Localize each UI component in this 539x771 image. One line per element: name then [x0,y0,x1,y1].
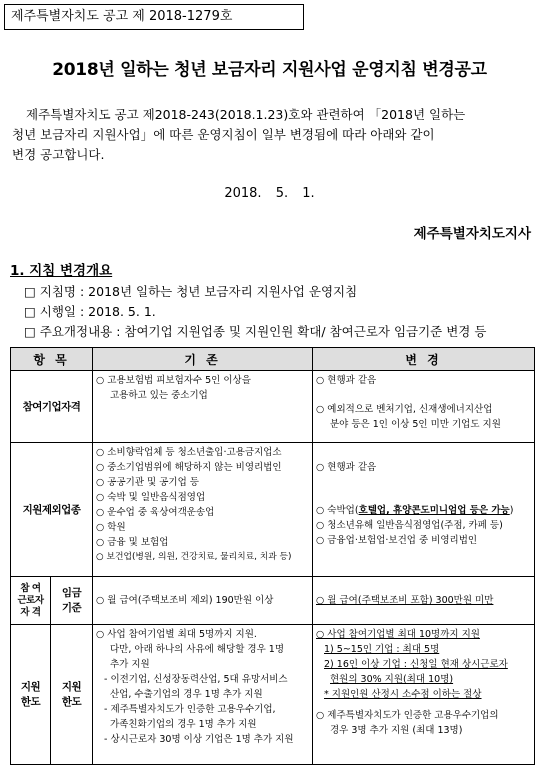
cell-line: 산업, 수출기업의 경우 1명 추가 지원 [110,689,263,700]
cell-line: ○ 사업 참여기업별 최대 5명까지 지원. [96,629,257,640]
summary-item: □ 지침명 : 2018년 일하는 청년 보금자리 지원사업 운영지침 [24,284,358,299]
before-cell [93,625,313,765]
before-cell [93,371,313,443]
after-cell [313,625,535,765]
notice-date: 2018. 5. 1. [224,186,315,201]
cell-line: 분야 등은 1인 이상 5인 미만 기업도 지원 [330,419,501,430]
cell-line: ○ 금융 및 보험업 [96,537,169,548]
row-label: 참여기업자격 [11,371,93,443]
cell-line: 2) 16인 이상 기업 : 신청일 현재 상시근로자 [324,659,508,670]
row-label-group: 지원 한도 [11,625,51,765]
cell-line: ○ 고용보험법 피보험자수 5인 이상을 [96,375,251,386]
section-title: 1. 지침 변경개요 [10,263,113,279]
cell-line: - 상시근로자 30명 이상 기업은 1명 추가 지원 [104,734,294,745]
cell-line: 고용하고 있는 중소기업 [110,390,208,401]
row-label: 임금 기준 [51,577,93,625]
cell-line: ○ 공공기관 및 공기업 등 [96,477,199,488]
cell-line: * 지원인원 산정시 소수점 이하는 절상 [324,689,482,700]
cell-line: ○ 월 급여(주택보조비 포함) 300만원 미만 [316,595,494,606]
cell-line: 추가 지원 [110,659,150,670]
cell-line: ○ 학원 [96,522,126,533]
cell-line: ○ 사업 참여기업별 최대 10명까지 지원 [316,629,480,640]
table-row [11,443,535,577]
highlight-text: 호텔업, 휴양콘도미니엄업 등은 가능 [358,505,510,516]
row-label: 지원 한도 [51,625,93,765]
before-cell [93,443,313,577]
header-before: 기 존 [93,348,313,371]
cell-line: - 제주특별자치도가 인증한 고용우수기업, [104,704,276,715]
summary-item: □ 시행일 : 2018. 5. 1. [24,304,156,319]
cell-line: ○ 소비향락업체 등 청소년출입·고용금지업소 [96,447,282,458]
cell-text: ○ 숙박업( [316,505,359,516]
cell-line: 경우 3명 추가 지원 (최대 13명) [330,725,463,736]
intro-line-1: 제주특별자치도 공고 제2018-243(2018.1.23)호와 관련하여 「2018년 일하는 [26,107,466,122]
cell-line: ○ 제주특별자치도가 인증한 고용우수기업의 [316,710,499,721]
page-title: 2018년 일하는 청년 보금자리 지원사업 운영지침 변경공고 [52,60,487,80]
cell-line: ○ 중소기업범위에 해당하지 않는 비영리법인 [96,462,282,473]
change-table [10,347,535,765]
table-row [11,577,535,625]
cell-line: ○ 현행과 같음 [316,462,377,473]
cell-line: ○ 예외적으로 벤처기업, 신재생에너지산업 [316,404,493,415]
after-cell [313,443,535,577]
cell-text: ) [509,505,514,516]
cell-line: 가족친화기업의 경우 1명 추가 지원 [110,719,257,730]
after-cell [313,371,535,443]
cell-line: ○ 보건업(병원, 의원, 건강치료, 물리치료, 치과 등) [96,552,292,562]
cell-line: ○ 금융업·보험업·보건업 중 비영리법인 [316,535,478,546]
cell-line: ○ 운수업 중 육상여객운송업 [96,507,215,518]
table-row [11,625,535,765]
row-label-group: 참 여 근로자 자 격 [11,577,51,625]
after-cell [313,577,535,625]
cell-line: ○ 청소년유해 일반음식점영업(주점, 카페 등) [316,520,503,531]
intro-line-2: 청년 보금자리 지원사업」에 따른 운영지침이 일부 변경됨에 따라 아래와 같이 [12,127,435,142]
row-label: 지원제외업종 [11,443,93,577]
summary-item: □ 주요개정내용 : 참여기업 지원업종 및 지원인원 확대/ 참여근로자 임금기준 변경 등 [24,324,487,339]
cell-line: 1) 5~15인 기업 : 최대 5명 [324,644,440,655]
table-header-row [11,348,535,371]
issuer: 제주특별자치도지사 [413,226,531,242]
cell-line: 현원의 30% 지원(최대 10명) [330,674,454,685]
header-after: 변 경 [313,348,535,371]
notice-number: 제주특별자치도 공고 제 2018-1279호 [4,4,304,30]
cell-line: ○ 숙박 및 일반음식점영업 [96,492,206,503]
intro-line-3: 변경 공고합니다. [12,147,105,162]
cell-line: 다만, 아래 하나의 사유에 해당할 경우 1명 [110,644,285,655]
cell-line: - 이전기업, 신성장동력산업, 5대 유망서비스 [104,674,288,685]
cell-line [316,503,531,518]
table-row [11,371,535,443]
before-cell [93,577,313,625]
header-item: 항 목 [11,348,93,371]
cell-line: ○ 월 급여(주택보조비 제외) 190만원 이상 [96,595,274,606]
cell-line: ○ 현행과 같음 [316,375,377,386]
